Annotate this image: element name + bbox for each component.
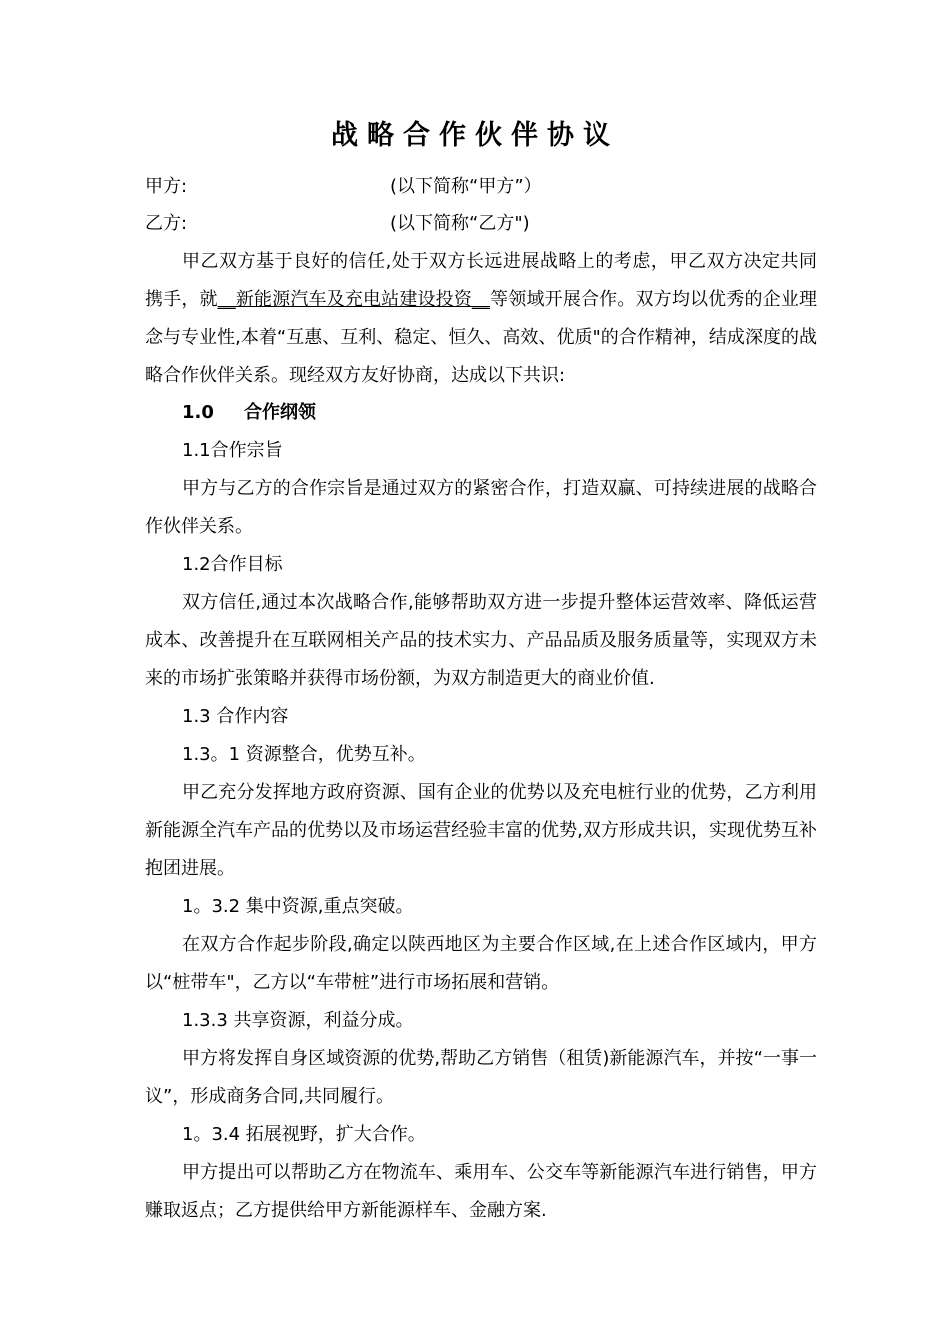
paragraph-1-2: 双方信任,通过本次战略合作,能够帮助双方进一步提升整体运营效率、降低运营成本、改善提升在互联网相关产品的技术实力、产品品质及服务质量等，实现双方未来的市场扩张策略并获得市场份额，为双方制造更大的商业价值. bbox=[145, 592, 817, 689]
party-a-label: 甲方: bbox=[145, 176, 188, 197]
party-b-label: 乙方: bbox=[145, 213, 188, 234]
party-b-note: (以下简称“乙方") bbox=[390, 213, 530, 234]
document-title: 战略合作伙伴协议 bbox=[331, 120, 619, 151]
party-b-line bbox=[145, 205, 825, 243]
intro-text-after: 等领域开展合作。双方均以优秀的企业理念与专业性,本着“互惠、互利、稳定、恒久、高效、优质"的合作精神，结成深度的战略合作伙伴关系。现经双方友好协商，达成以下共识: bbox=[145, 289, 818, 386]
intro-text-before: 甲乙双方基于良好的信任,处于双方长远进展战略上的考虑，甲乙双方决定共同携手，就 bbox=[145, 251, 817, 310]
heading-1-1: 1.1合作宗旨 bbox=[182, 440, 283, 461]
party-a-line bbox=[145, 168, 825, 206]
heading-1-3-2: 1。3.2 集中资源,重点突破。 bbox=[182, 896, 414, 917]
party-a-note: (以下简称“甲方”） bbox=[390, 176, 542, 197]
paragraph-1-3-3: 甲方将发挥自身区域资源的优势,帮助乙方销售（租赁)新能源汽车，并按“一事一议”，形成商务合同,共同履行。 bbox=[145, 1048, 817, 1107]
paragraph-1-3-2: 在双方合作起步阶段,确定以陕西地区为主要合作区域,在上述合作区域内，甲方以“桩带车"，乙方以“车带桩”进行市场拓展和营销。 bbox=[145, 934, 817, 993]
cooperation-field: __新能源汽车及充电站建设投资__ bbox=[217, 289, 491, 310]
section-1-number: 1.0 bbox=[182, 402, 214, 423]
paragraph-1-3-4: 甲方提出可以帮助乙方在物流车、乘用车、公交车等新能源汽车进行销售，甲方赚取返点；乙方提供给甲方新能源样车、金融方案. bbox=[145, 1162, 817, 1221]
heading-1-3: 1.3 合作内容 bbox=[182, 706, 289, 727]
intro-paragraph bbox=[145, 243, 817, 395]
section-1-heading bbox=[182, 394, 316, 432]
heading-1-3-4: 1。3.4 拓展视野，扩大合作。 bbox=[182, 1124, 426, 1145]
heading-1-3-1: 1.3。1 资源整合，优势互补。 bbox=[182, 744, 426, 765]
heading-1-3-3: 1.3.3 共享资源，利益分成。 bbox=[182, 1010, 414, 1031]
heading-1-2: 1.2合作目标 bbox=[182, 554, 283, 575]
section-1-title: 合作纲领 bbox=[244, 402, 316, 423]
paragraph-1-3-1: 甲乙充分发挥地方政府资源、国有企业的优势以及充电桩行业的优势，乙方利用新能源全汽车产品的优势以及市场运营经验丰富的优势,双方形成共识，实现优势互补抱团进展。 bbox=[145, 782, 817, 879]
paragraph-1-1: 甲方与乙方的合作宗旨是通过双方的紧密合作，打造双赢、可持续进展的战略合作伙伴关系。 bbox=[145, 478, 817, 537]
